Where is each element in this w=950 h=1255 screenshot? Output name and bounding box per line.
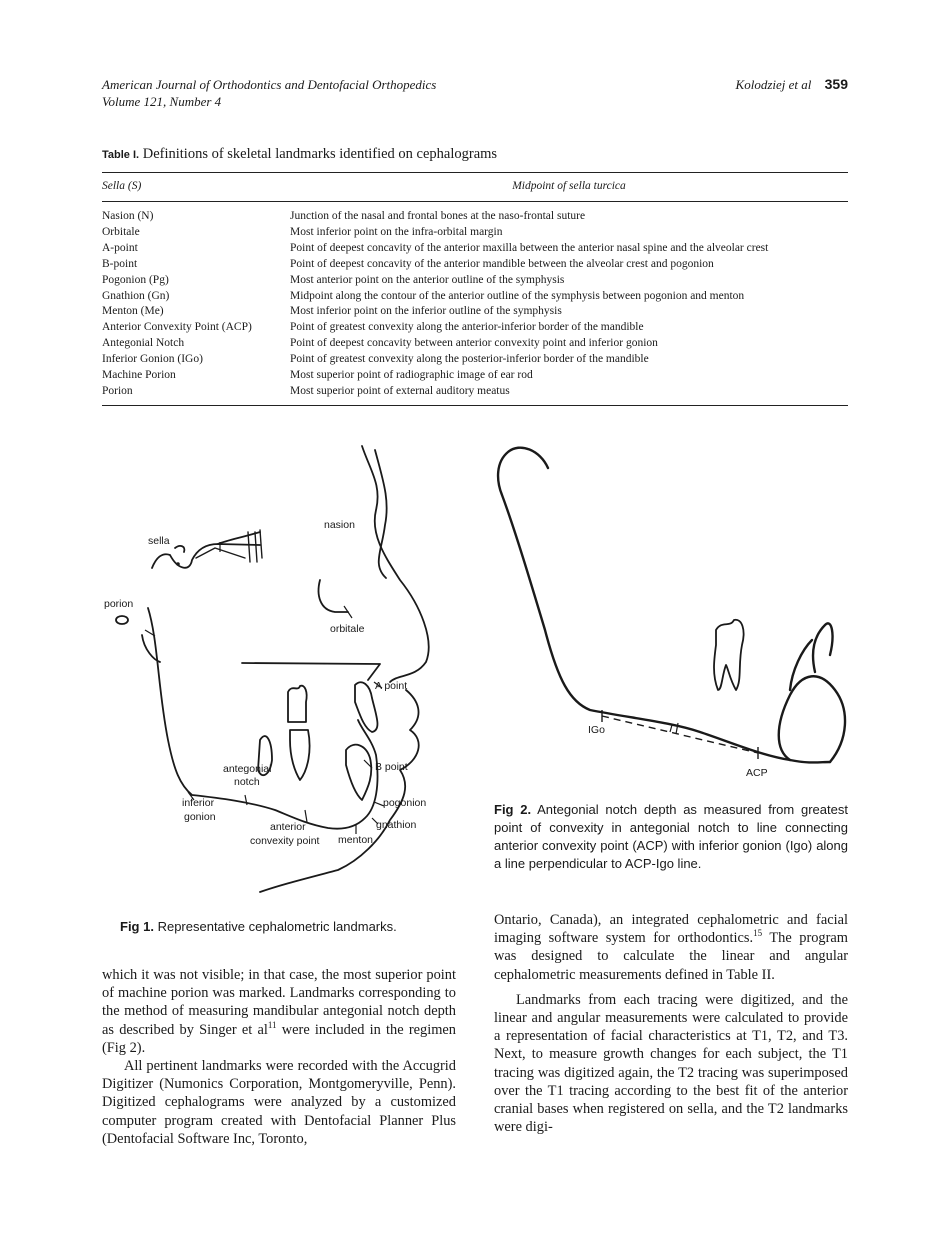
landmark-definition: Midpoint along the contour of the anterior outline of the symphysis between pogonion and menton [290,289,745,302]
upper-molar [288,686,307,722]
landmark-term: Nasion (N) [102,210,154,222]
mandible-outline [148,608,378,829]
label-anterior: anterior [270,821,306,833]
table-row [102,225,848,241]
landmark-definition: Point of deepest concavity between anterior convexity point and inferior gonion [290,337,658,350]
left-column [102,966,456,1148]
label-notch: notch [234,776,260,788]
landmark-definition: Most inferior point on the inferior outline of the symphysis [290,305,562,318]
lower-incisor [346,745,371,800]
landmark-term: Pogonion (Pg) [102,273,169,286]
landmark-term: Antegonial Notch [102,337,185,350]
landmark-term: Menton (Me) [102,305,164,318]
landmark-term: Gnathion (Gn) [102,289,170,302]
acp-igo-line [602,716,758,753]
table-top-rule [102,172,848,173]
figure-1-caption [120,918,450,936]
sella-turcica [152,544,260,568]
landmark-definition: Junction of the nasal and frontal bones at the naso-frontal suture [290,210,586,222]
landmark-definition: Point of deepest concavity of the anterior maxilla between the anterior nasal spine and the alveolar crest [290,241,769,254]
table-row [102,304,848,320]
table-head-left: Sella (S) [102,180,142,192]
table-head-right: Midpoint of sella turcica [512,180,626,192]
journal-name: American Journal of Orthodontics and Dentofacial Orthopedics [102,77,437,92]
landmark-definition: Most superior point of external auditory meatus [290,384,510,397]
landmark-term: A-point [102,241,138,254]
table-row [102,352,848,368]
label-convexity-point: convexity point [250,835,320,847]
fig2-caption-text: Antegonial notch depth as measured from greatest point of convexity in antegonial notch to line connecting anterior convexity point (ACP) with inferior gonion (Igo) along a line perpendicular to ACP-Igo line. [494,802,848,871]
lower-incisor [813,623,832,672]
molar [714,620,744,690]
landmark-definition: Point of greatest convexity along the posterior-inferior border of the mandible [290,353,649,366]
landmark-definition: Most superior point of radiographic image of ear rod [290,369,533,382]
label-igo: IGo [588,724,605,736]
fig1-caption-label: Fig 1. [120,919,154,934]
soft-tissue-chin [260,690,419,892]
page-number: 359 [824,76,848,92]
right-paragraph-2: Landmarks from each tracing were digitized, and the linear and angular measurements were calculated to provide a representation of facial characteristics at T1, T2, and T3. Next, to measure growth changes for each subject, the T1 tracing was digitized again, the T2 tracing was superimposed over the T1 tracing according to the best fit of the anterior cranial bases when registered on sella, and the T2 landmarks were digi- [494,991,848,1136]
soft-tissue-profile [362,446,429,682]
orbit-outline [319,580,348,612]
landmark-definition: Most inferior point on the infra-orbital margin [290,225,503,238]
table-row [102,209,848,225]
landmark-definition: Point of greatest convexity along the anterior-inferior border of the mandible [290,321,644,334]
label-a-point: A point [375,680,408,692]
author-line: Kolodziej et al [735,77,812,92]
table-title-text: Definitions of skeletal landmarks identified on cephalograms [142,146,498,162]
symphysis [779,676,845,762]
label-acp: ACP [746,767,768,779]
table-row [102,320,848,336]
table-row [102,368,848,384]
landmark-term: Anterior Convexity Point (ACP) [102,321,252,334]
label-inferior: inferior [182,797,215,809]
table-row [102,289,848,305]
landmark-term: Machine Porion [102,369,176,382]
fig2-caption-label: Fig 2. [494,802,532,817]
landmark-term: Inferior Gonion (IGo) [102,353,203,366]
running-header-journal [102,76,436,110]
table-bottom-rule [102,405,848,406]
left-paragraph-2: All pertinent landmarks were recorded with the Accugrid Digitizer (Numonics Corporation, Montgomeryville, Penn). Digitized cephalograms were analyzed by a customized computer program created with Dentofacial Planner Plus (Dentofacial Software Inc, Toronto, [102,1058,456,1147]
porion-shape [116,616,128,624]
label-gonion: gonion [184,811,216,823]
palatal-plane [242,663,380,680]
figure-2-drawing [490,440,850,780]
ref-11: 11 [267,1019,277,1030]
table-title [102,146,497,163]
mandible-outline [498,448,830,763]
label-sella: sella [148,535,170,547]
label-porion: porion [104,598,134,610]
table-row [102,257,848,273]
table-body [102,209,848,400]
left-paragraph-1: which it was not visible; in that case, the most superior point of machine porion was marked. Landmarks corresponding to the method of measuring mandibular antegonial notch depth as described by Singer et $al^{11}$ were included in the regimen (Fig 2). [102,967,456,1056]
label-orbitale: orbitale [330,623,365,635]
label-menton: menton [338,834,374,846]
landmark-term: Orbitale [102,225,140,238]
label-b-point: B point [375,761,408,773]
right-paragraph-1: Ontario, Canada), an integrated cephalometric and facial imaging software system for orthodontics.$^{15}$ The program was designed to calculate the linear and angular cephalometric measurements defined in Table II. [494,912,848,983]
ref-15: 15 [753,928,763,939]
label-antegonial: antegonial [223,763,272,775]
landmark-definition: Point of deepest concavity of the anterior mandible between the alveolar crest and pogonion [290,257,714,270]
label-nasion: nasion [324,519,355,531]
landmark-term: Porion [102,384,133,397]
label-pogonion: pogonion [383,797,427,809]
figure-1-drawing [100,440,440,900]
table-row [102,273,848,289]
table-row [102,384,848,400]
frontal-bone [375,450,387,578]
running-header-page [736,76,848,93]
table-label: Table I. [102,149,140,161]
table-row [102,336,848,352]
right-column [494,911,848,1136]
lower-molar [290,730,310,780]
table-row [102,241,848,257]
figure-2-caption [494,801,848,873]
table-head-rule [102,201,848,202]
journal-volume: Volume 121, Number 4 [102,94,222,109]
landmark-term: B-point [102,257,138,270]
fig1-caption-text: Representative cephalometric landmarks. [157,919,397,934]
landmark-definition: Most anterior point on the anterior outline of the symphysis [290,273,565,286]
label-gnathion: gnathion [376,819,417,831]
